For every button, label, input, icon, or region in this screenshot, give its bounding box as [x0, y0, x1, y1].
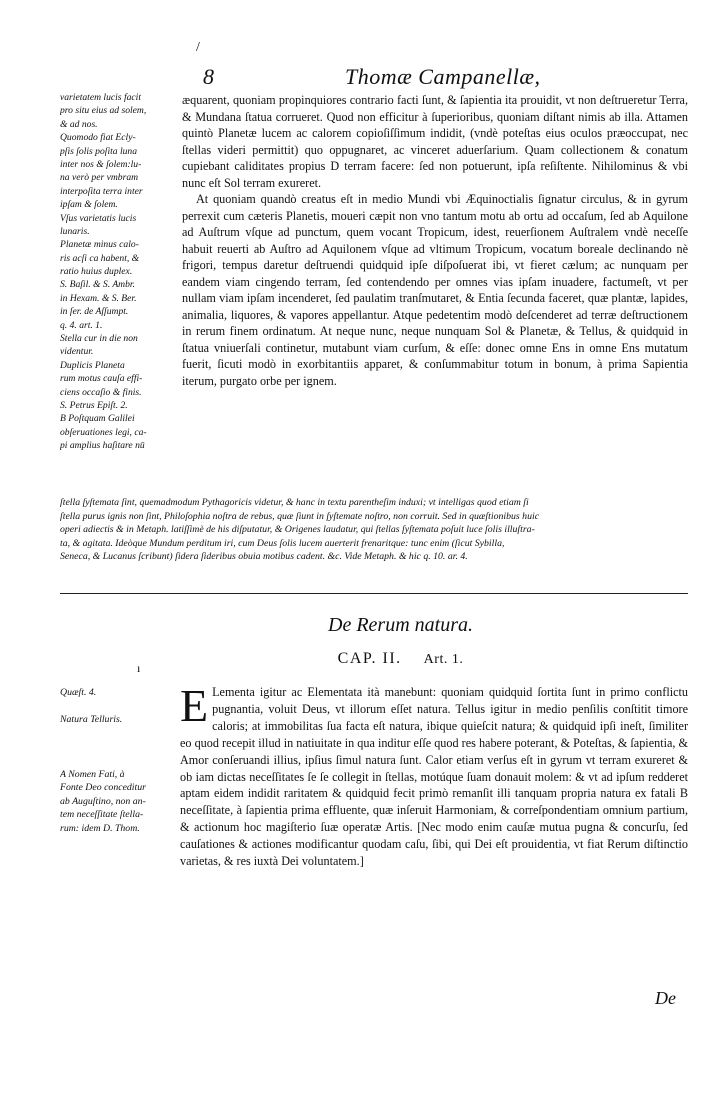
sidenote-line: pi amplius haſitare nū	[60, 440, 145, 452]
sidenote-line: varietatem lucis facit	[60, 92, 141, 103]
sidenote-line: B Poſtquam Galilei	[60, 413, 135, 425]
footnote-line: operi adiectis & in Metaph. latiſſimè de his diſputatur, & Origenes laudatur, qui ſtellas ſyſtemata poſuit luce ſolis illuſtra-	[60, 524, 535, 536]
sidenote-line: ipſam & ſolem.	[60, 199, 118, 211]
sidenote-line	[60, 754, 178, 768]
sidenote-line: in Hexam. & S. Ber.	[60, 292, 137, 304]
article-number: Art. 1.	[423, 652, 464, 667]
sidenote-line: pro situ eius ad solem,	[60, 105, 147, 117]
sidenote-line: Stella cur in die non	[60, 333, 138, 345]
sidenote-line	[60, 727, 178, 741]
running-head: Thomæ Campanellæ,	[345, 64, 541, 89]
footnote-line: ſtella purus ignis non ſint, Philoſophia noſtra de rebus, quæ ſiunt in ſyſtemate noſtro, non corruit. Sed in quæſtionibus huic	[60, 510, 540, 522]
page-number: 8	[203, 64, 214, 89]
sidenote-line: rum motus cauſa effi-	[60, 373, 143, 385]
paragraph: At quoniam quandò creatus eſt in medio Mundi vbi Æquinoctialis ſignatur circulus, & in gyrum perrexit cum cæteris Planetis, moueri cæpit non vno tantum motu ab ortu ad occaſum, ſed ab Aquilone ad Auſtrum vſque ad punctum, quem vocant Tropicum, idest, reuerſionem Auſtralem vndè neceſſe habuit reuerti ab Auſtro ad Aquilonem vſque ad vltimum Tropicum, vocatum boreale declinando nè frigori, tempus daretur deſtruendi quidquid ipſe diſpoſuerat ibi, vt fieret cælum; ac nunquam per eandem viam cingendo terram, ſed contendendo per omnes vias ipſam inuadere, factumeſt, vt per nullam viam ipſam incenderet, ſed paulatim tranſmutaret, & Entia ſecunda faceret, quæ plantæ, lapides, animalia, liquores, & vapores appellantur. Atque pedetentim modò deſcenderet ad terræ deſtructionem in rerum finem ordinatum. At neque nunc, neque nunquam Sol & Planetæ, & Tellus, & quidquid in ſtatua vniuerſali continetur, mutabunt viam curſum, & eſſe: donec omne Ens in omne Ens mutatum fuerit, ſicuti modò in exorbitantiis apparet, & conſummabitur totum in bonum, à prima Sapientia iterum, purgato orbe per ignem.	[182, 192, 688, 388]
sidenote-line: Fonte Deo conceditur	[60, 782, 146, 794]
sidenotes-chapter	[60, 686, 178, 836]
sidenote-line: inter nos & ſolem:lu-	[60, 158, 142, 170]
margin-mark: ı	[137, 661, 141, 675]
footnote-line: ſtella ſyſtemata ſint, quemadmodum Pythagoricis videtur, & hanc in textu parentheſim induxi; vt intelligas quod etiam ſi	[60, 497, 529, 508]
chapter-heading	[0, 650, 711, 668]
section-title: De Rerum natura.	[328, 614, 473, 636]
sidenote-line: A Nomen Fati, à	[60, 768, 125, 780]
paragraph: æquarent, quoniam propinquiores contrario facti ſunt, & ſapientia ita prouidit, vt non deſtrueretur Terra, & Mundana ſtatua corrueret. Quod non efficitur à ſuperioribus, quoniam diſtant nimis ab illa. Attamen quintò Planetæ lucem ac calorem copioſiſſimum indidit, (vndè poteſtas eius oculos præoccupat, nec ſtellas videri permittit) quo oppugnaret, ac vinceret aduerſarium. Quam collectionem & conatum cupiebant caliditates propius D terram facere: ſed non potuerunt, ipſa reſiſtente. Nihilominus & vbi nunc eſt Sol terram exureret.	[182, 93, 688, 190]
sidenote-line: Vſus varietatis lucis	[60, 212, 137, 224]
sidenote-line: in ſer. de Aſſumpt.	[60, 306, 129, 318]
chapter-text	[180, 680, 688, 870]
sidenote-line: ab Auguſtino, non an-	[60, 795, 146, 807]
sidenotes-top	[60, 91, 178, 453]
sidenote-line: lunaris.	[60, 225, 90, 237]
sidenote-line: pſis ſolis poſita luna	[60, 145, 138, 157]
sidenote-line: na verò per vmbram	[60, 172, 139, 184]
sidenote-line: videntur.	[60, 346, 94, 358]
stray-mark: /	[196, 40, 200, 55]
sidenote-line: ciens occaſio & finis.	[60, 386, 142, 398]
section-rule	[60, 593, 688, 594]
sidenote-line	[60, 740, 178, 754]
sidenote-line: rum: idem D. Thom.	[60, 822, 140, 834]
sidenote-line: Quæſt. 4.	[60, 687, 97, 698]
sidenote-line: Duplicis Planeta	[60, 359, 125, 371]
sidenote-line: Quomodo fiat Ecly-	[60, 132, 136, 144]
chapter-number: CAP. II.	[337, 650, 402, 667]
sidenote-line: ratio huius duplex.	[60, 266, 133, 278]
drop-capital: E	[180, 680, 209, 731]
sidenote-line: Natura Telluris.	[60, 714, 123, 726]
sidenote-line: obſeruationes legi, ca-	[60, 426, 147, 438]
footnote-line: Seneca, & Lucanus ſcribunt) ſidera ſideribus obuia motibus cadent. &c. Vide Metaph. & hic q. 10. ar. 4.	[60, 551, 468, 563]
main-text-block	[182, 92, 688, 389]
sidenote-line: interpoſita terra inter	[60, 185, 143, 197]
sidenote-line: Planetæ minus calo-	[60, 239, 139, 251]
sidenote-line: tem neceſſitate ſtella-	[60, 809, 144, 821]
footnote	[60, 496, 688, 564]
sidenote-line: ris acſi ca habent, &	[60, 252, 140, 264]
sidenote-line: q. 4. art. 1.	[60, 319, 103, 331]
sidenote-line	[60, 700, 178, 714]
sidenote-line: S. Baſil. & S. Ambr.	[60, 279, 135, 291]
chapter-body: Lementa igitur ac Elementata ità manebunt: quoniam quidquid ſortita ſunt in primo conflictu pugnantia, voluit Deus, vt illorum eſſet natura. Tellus igitur in medio penſilis conſtitit timore caloris; at immobilitas ſua facta eſt natura, ibique quieſcit natura; & quidquid ipſi ineſt, ſimiliter eo quod recepit illud in natiuitate in qua inditur eſſe quod res habere poterant, & Poteſtas, & ſapientia, & Amor conſeruandi illius, ipſius ſimul natura ſunt. Calor etiam verſus eſt in gyrum vt terram exureret & ob iam dictas neceſſitates ſe ſe collegit in ſtellas, motúque ſuam donauit molem: & vt ad ipſum redderet aptam eidem indidit raritatem & quidquid fecit primò remanſit illi tanquam propria natura ex fatali B neceſſitate, à ſapientia prima effluente, quæ inſeruit Harmoniam, & correſpondentiam omnium partium, & actionum hoc magiſterio ſuæ operatæ Artis. [Nec modo enim cauſæ mutua pugna & concurſu, ſed cauſationes & actiones modificantur quodam caſu, ſibi, qui Dei eſt prouidentia, vt fiat Rerum diſtinctio varietas, & res iuxtà Dei voluntatem.]	[180, 685, 688, 869]
footnote-line: ta, & agitata. Ideòque Mundum perditum iri, cum Deus ſolis lucem auerterit frenaritque: tunc enim (ſicut Sybilla,	[60, 537, 505, 549]
catchword: De	[655, 988, 676, 1008]
sidenote-line: S. Petrus Epiſt. 2.	[60, 399, 128, 411]
sidenote-line: & ad nos.	[60, 118, 98, 130]
